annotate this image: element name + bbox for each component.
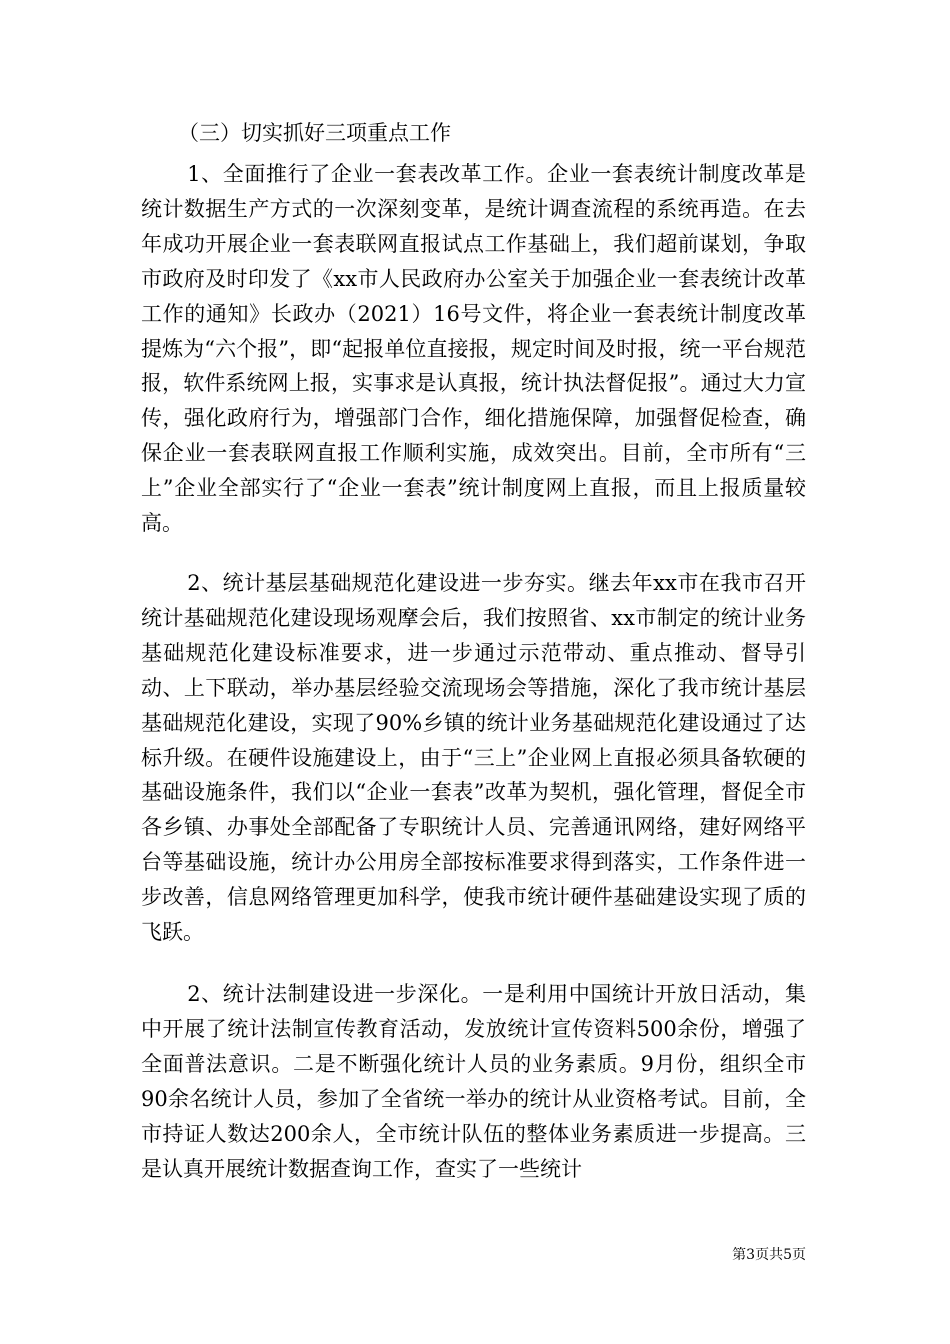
paragraph-grassroots-standardization: 2、统计基层基础规范化建设进一步夯实。继去年xx市在我市召开统计基础规范化建设现场观摩会后，我们按照省、xx市制定的统计业务基础规范化建设标准要求，进一步通过示范带动、重点推动、督导引动、上下联动，举办基层经验交流现场会等措施，深化了我市统计基层基础规范化建设，实现了90%乡镇的统计业务基础规范化建设通过了达标升级。在硬件设施建设上，由于“三上”企业网上直报必须具备软硬的基础设施条件，我们以“企业一套表”改革为契机，强化管理，督促全市各乡镇、办事处全部配备了专职统计人员、完善通讯网络，建好网络平台等基础设施，统计办公用房全部按标准要求得到落实，工作条件进一步改善，信息网络管理更加科学，使我市统计硬件基础建设实现了质的飞跃。 bbox=[141, 571, 806, 945]
section-heading: （三）切实抓好三项重点工作 bbox=[178, 121, 451, 145]
paragraph-legal-system: 2、统计法制建设进一步深化。一是利用中国统计开放日活动，集中开展了统计法制宣传教育活动，发放统计宣传资料500余份，增强了全面普法意识。二是不断强化统计人员的业务素质。9月份，组织全市90余名统计人员，参加了全省统一举办的统计从业资格考试。目前，全市持证人数达200余人，全市统计队伍的整体业务素质进一步提高。三是认真开展统计数据查询工作，查实了一些统计 bbox=[141, 982, 806, 1181]
paragraph-enterprise-reform: 1、全面推行了企业一套表改革工作。企业一套表统计制度改革是统计数据生产方式的一次深刻变革，是统计调查流程的系统再造。在去年成功开展企业一套表联网直报试点工作基础上，我们超前谋划，争取市政府及时印发了《xx市人民政府办公室关于加强企业一套表统计改革工作的通知》长政办（2021）16号文件，将企业一套表统计制度改革提炼为“六个报”，即“起报单位直接报，规定时间及时报，统一平台规范报，软件系统网上报，实事求是认真报，统计执法督促报”。通过大力宣传，强化政府行为，增强部门合作，细化措施保障，加强督促检查，确保企业一套表联网直报工作顺利实施，成效突出。目前，全市所有“三上”企业全部实行了“企业一套表”统计制度网上直报，而且上报质量较高。 bbox=[141, 162, 806, 536]
page-number: 第3页共5页 bbox=[732, 1247, 806, 1263]
